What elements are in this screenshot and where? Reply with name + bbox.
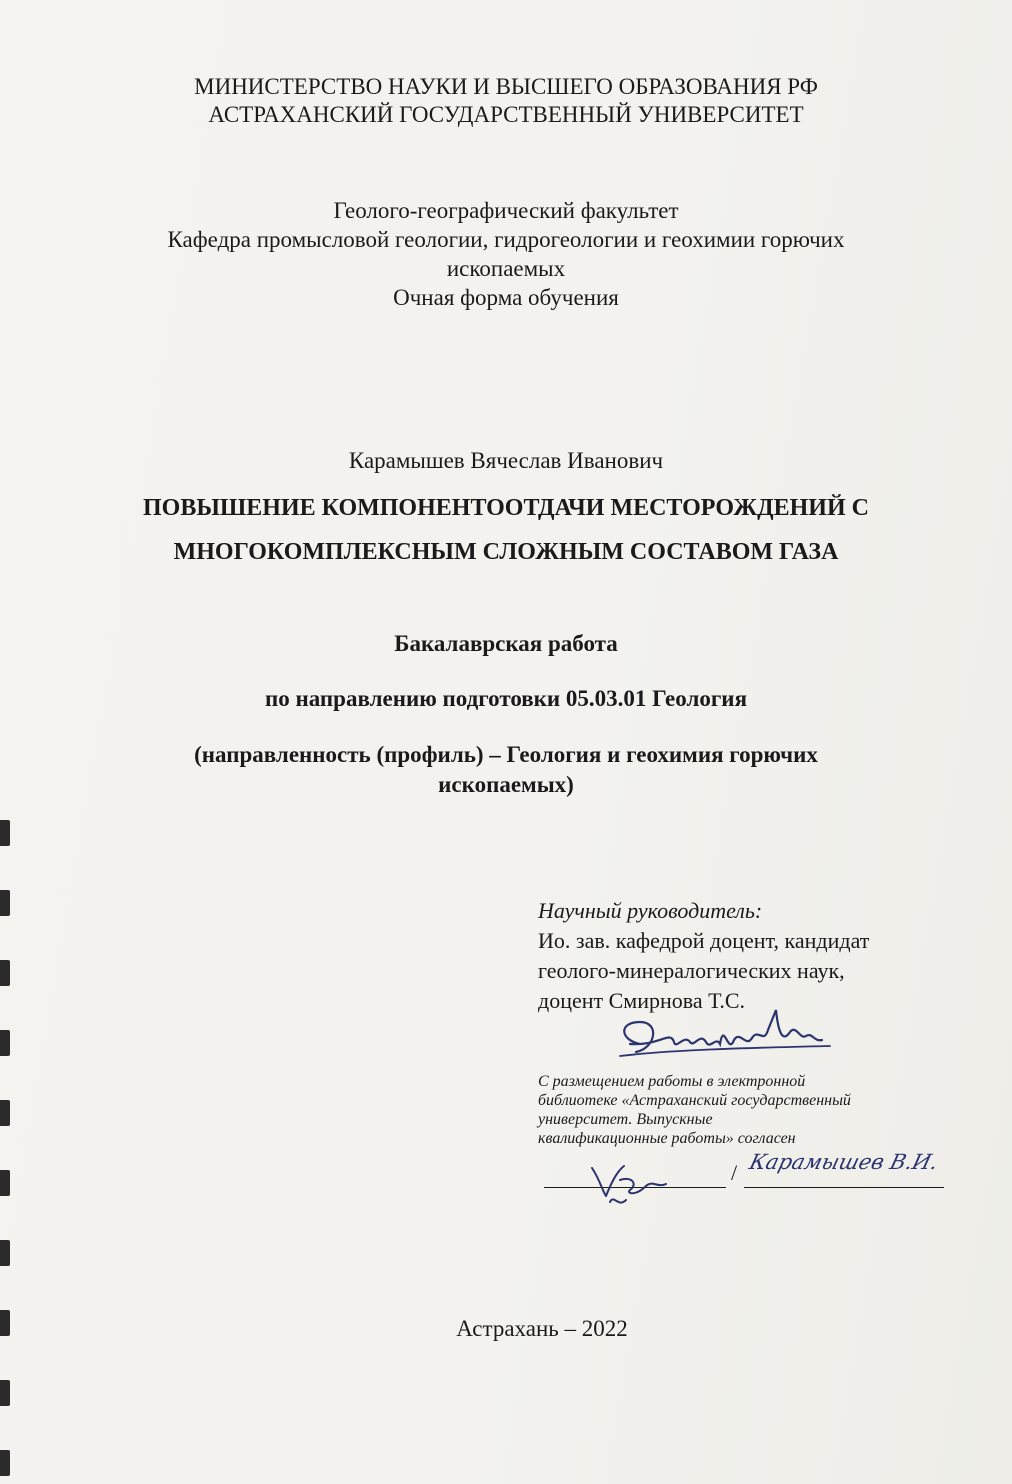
chair-name-line1: Кафедра промысловой геологии, гидрогеологии и геохимии горючих (167, 227, 845, 252)
student-signature (580, 1150, 690, 1210)
supervisor-signature (600, 1000, 840, 1070)
work-type: Бакалаврская работа (394, 631, 618, 656)
student-signature-name: Карамышев В.И. (747, 1150, 941, 1174)
supervisor-line2: геолого-минералогических наук, (538, 958, 845, 983)
signature-line-right (744, 1187, 944, 1188)
supervisor-block (538, 896, 978, 1016)
binding-ring (0, 1380, 10, 1406)
binding-ring (0, 1450, 10, 1476)
binding-ring (0, 1170, 10, 1196)
author-name: Карамышев Вячеслав Иванович (348, 448, 664, 473)
chair-name-line2: ископаемых (446, 256, 566, 281)
binding-ring (0, 1100, 10, 1126)
consent-line1: С размещением работы в электронной (538, 1073, 806, 1090)
binding-ring (0, 890, 10, 916)
binding-ring (0, 960, 10, 986)
consent-line4: квалификационные работы» согласен (538, 1130, 796, 1147)
thesis-title-line1: ПОВЫШЕНИЕ КОМПОНЕНТООТДАЧИ МЕСТОРОЖДЕНИЙ С (143, 495, 869, 521)
binding-ring (0, 820, 10, 846)
thesis-title-line2: МНОГОКОМПЛЕКСНЫМ СЛОЖНЫМ СОСТАВОМ ГАЗА (173, 539, 839, 565)
study-form: Очная форма обучения (393, 285, 619, 310)
profile-line2: ископаемых) (438, 772, 574, 797)
ministry-name: МИНИСТЕРСТВО НАУКИ И ВЫСШЕГО ОБРАЗОВАНИЯ РФ (194, 74, 818, 99)
signature-separator: / (731, 1160, 738, 1185)
university-name: АСТРАХАНСКИЙ ГОСУДАРСТВЕННЫЙ УНИВЕРСИТЕТ (208, 102, 804, 127)
supervisor-label: Научный руководитель: (538, 898, 763, 923)
faculty-name: Геолого-географический факультет (333, 198, 679, 223)
supervisor-line1: Ио. зав. кафедрой доцент, кандидат (538, 928, 870, 953)
study-direction: по направлению подготовки 05.03.01 Геология (264, 686, 748, 711)
consent-line3: университет. Выпускные (538, 1111, 713, 1128)
binding-ring (0, 1310, 10, 1336)
consent-line2: библиотеке «Астраханский государственный (538, 1092, 851, 1109)
profile-line1: (направленность (профиль) – Геология и геохимия горючих (194, 742, 818, 767)
supervisor-line3: доцент Смирнова Т.С. (538, 988, 746, 1013)
publication-consent (538, 1072, 958, 1148)
city-year: Астрахань – 2022 (456, 1316, 628, 1341)
binding-ring (0, 1240, 10, 1266)
binding-ring (0, 1030, 10, 1056)
